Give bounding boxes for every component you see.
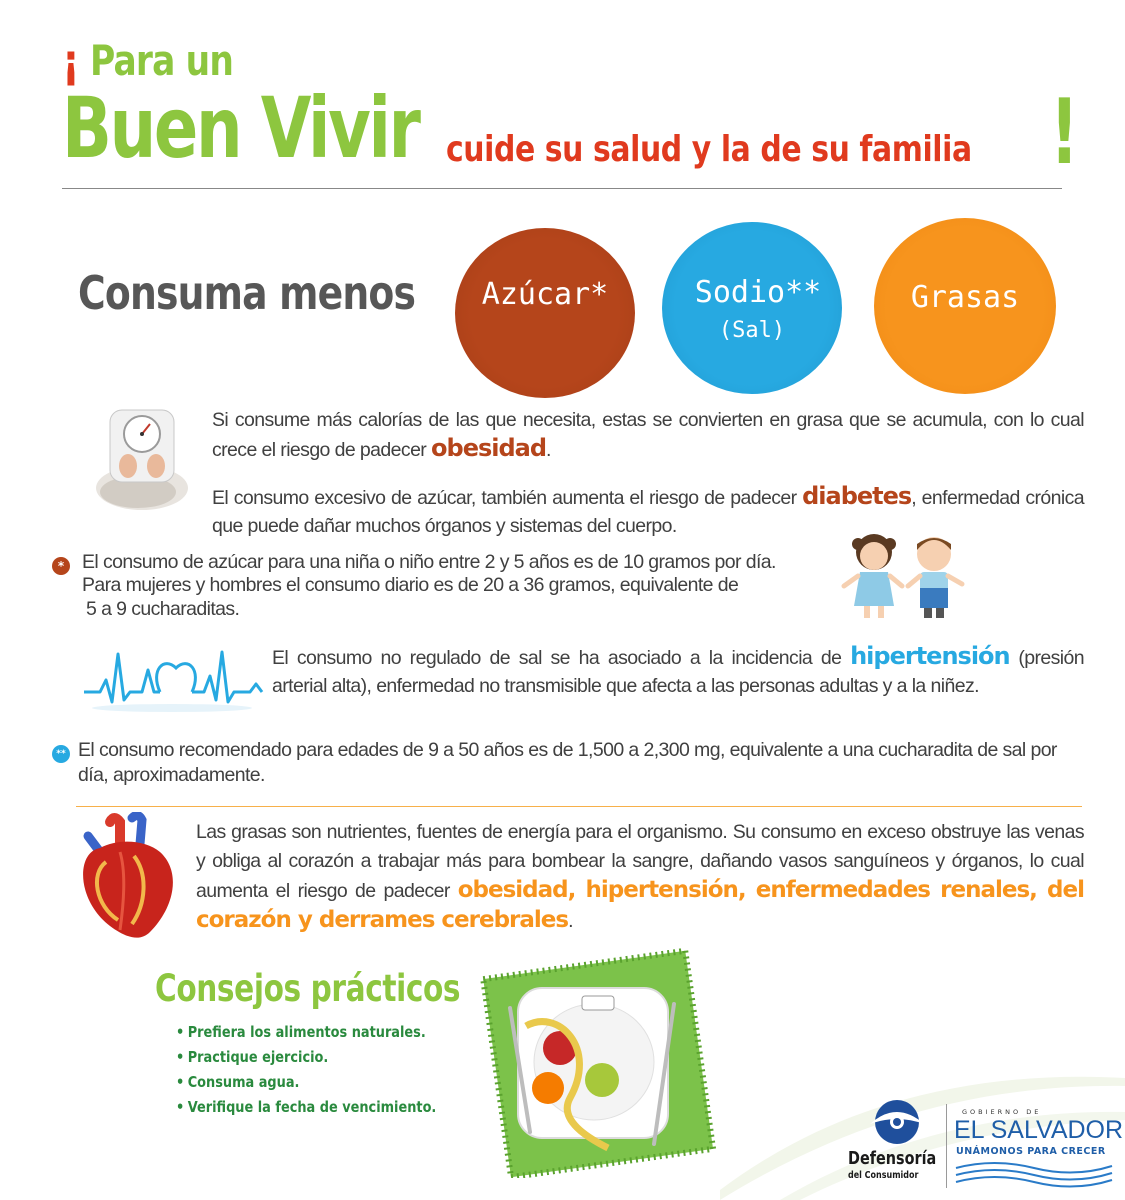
tip-item: • Consuma agua. [176,1073,300,1091]
tip-text: Prefiera los alimentos naturales. [187,1023,426,1041]
defensoria-logo [848,1098,948,1194]
sugar-note-line-3: 5 a 9 cucharaditas. [86,598,240,620]
fats-paragraph-text: Las grasas son nutrientes, fuentes de energía para el organismo. Su consumo en exceso obstruye las venas y obliga al corazón a trabajar más para bombear la sangre, dañando vasos sanguíneos y órganos, lo cual aumenta el riesgo de padecer [196,821,1084,902]
sodium-sublabel: (Sal) [718,318,786,343]
fats-paragraph-end: . [568,910,573,932]
logo-divider [946,1104,947,1188]
title-tagline: cuide su salud y la de su familia [446,129,972,170]
sugar-label: Azúcar* [481,277,609,312]
tips-list [176,1020,479,1120]
tip-text: Verifique la fecha de vencimiento. [187,1098,437,1116]
tip-text: Consuma agua. [187,1073,300,1091]
sodium-note-marker: ** [52,745,70,763]
tip-item: • Practique ejercicio. [176,1048,329,1066]
gobierno-country: EL SALVADOR [954,1116,1124,1144]
title-line-2: Buen Vivir [62,79,419,177]
gobierno-label: GOBIERNO DE [962,1108,1042,1116]
waves-icon [954,1160,1114,1190]
sugar-note-line-2: Para mujeres y hombres el consumo diario es de 20 a 36 gramos, equivalente de [82,574,739,596]
title-inverted-exclamation: ¡ [62,34,80,88]
sugar-note-marker: * [52,557,70,575]
fats-label: Grasas [910,280,1020,315]
sugar-paragraph-1-text: Si consume más calorías de las que necesita, estas se convierten en grasa que se acumula, con lo cual crece el riesgo de padecer [212,409,1084,461]
sugar-paragraph-1-end: . [546,439,551,461]
fats-paragraph [196,818,1084,936]
diabetes-highlight: diabetes [802,482,912,510]
sugar-paragraph-1 [212,406,1084,464]
heartbeat-icon [80,640,265,715]
header-divider [62,188,1062,189]
tips-heading: Consejos prácticos [155,967,461,1010]
heart-icon [70,812,185,952]
hypertension-highlight: hipertensión [850,642,1010,670]
plate-with-fruit-icon [478,948,718,1178]
consume-less-heading: Consuma menos [78,266,416,320]
scale-photo [92,400,192,510]
scale-icon [92,400,192,510]
gobierno-slogan: UNÁMONOS PARA CRECER [956,1146,1106,1157]
heartbeat-graphic [80,640,265,715]
children-illustration [840,528,970,623]
tip-text: Practique ejercicio. [187,1048,329,1066]
plate-photo [478,948,718,1178]
obesity-highlight: obesidad [431,434,547,462]
tip-item: • Verifique la fecha de vencimiento. [176,1098,437,1116]
sugar-note-line-1: El consumo de azúcar para una niña o niño entre 2 y 5 años es de 10 gramos por día. [82,551,776,573]
title-line-1: Para un [90,36,234,85]
sodium-paragraph [272,642,1084,700]
defensoria-subname: del Consumidor [848,1170,919,1181]
sodium-label: Sodio** [694,275,822,310]
heart-illustration [70,812,185,952]
sugar-paragraph-2-end: , enfermedad crónica que puede dañar muchos órganos y sistemas del cuerpo. [212,487,1084,537]
sodium-paragraph-end: (presión arterial alta), enfermedad no transmisible que afecta a las personas adultas y a la niñez. [272,647,1084,697]
tip-item: • Prefiera los alimentos naturales. [176,1023,426,1041]
sugar-circle [455,228,635,398]
fats-divider [76,806,1082,807]
defensoria-name: Defensoría [848,1148,937,1169]
sodium-paragraph-text: El consumo no regulado de sal se ha asociado a la incidencia de [272,647,851,669]
defensoria-emblem-icon [862,1098,932,1146]
sodium-note: El consumo recomendado para edades de 9 a 50 años es de 1,500 a 2,300 mg, equivalente a una cucharadita de sal por día, aproximadamente. [78,739,1057,786]
sugar-paragraph-2-text: El consumo excesivo de azúcar, también aumenta el riesgo de padecer [212,487,803,509]
children-icon [840,528,970,623]
gobierno-logo [954,1108,1122,1194]
fats-diseases-highlight: obesidad, hipertensión, enfermedades renales, del corazón y derrames cerebrales [196,877,1084,933]
title-exclamation: ! [1050,80,1079,185]
